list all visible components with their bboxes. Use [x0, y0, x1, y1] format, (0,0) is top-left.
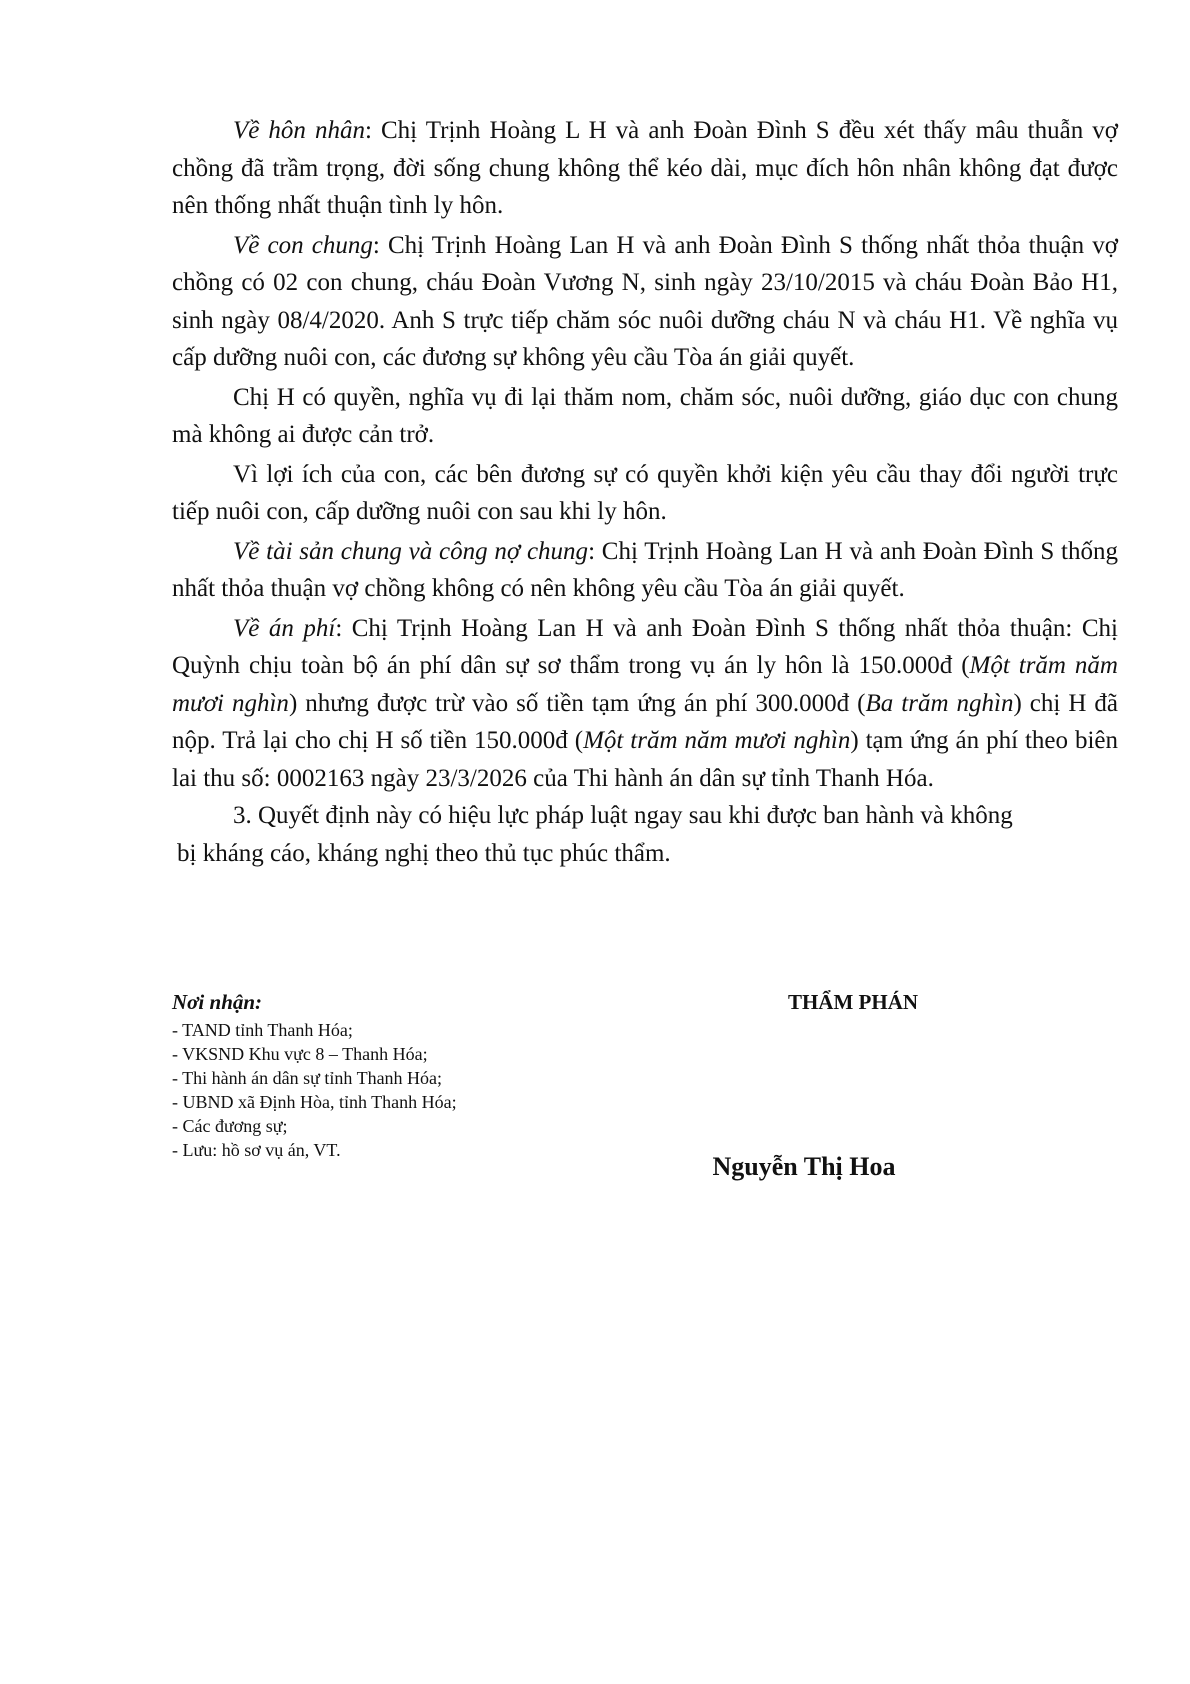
paragraph-fees — [172, 610, 1118, 798]
document-body — [172, 112, 1118, 872]
recipient-item: - TAND tỉnh Thanh Hóa; — [172, 1020, 353, 1040]
paragraph-change-custody — [172, 456, 1118, 531]
recipient-item: - Thi hành án dân sự tỉnh Thanh Hóa; — [172, 1068, 443, 1088]
signer-name: Nguyễn Thị Hoa — [712, 1152, 896, 1181]
property-heading: Về tài sản chung và công nợ chung — [233, 537, 589, 565]
recipient-item: - Lưu: hồ sơ vụ án, VT. — [172, 1140, 341, 1160]
fees-text-3: ) chị H đã nộp. Trả lại cho chị H số tiền 150.000đ ( — [172, 689, 1118, 754]
paragraph-children — [172, 227, 1118, 377]
signature-block — [712, 988, 1092, 1181]
clause-3-line-1: 3. Quyết định này có hiệu lực pháp luật ngay sau khi được ban hành và không — [233, 802, 1013, 829]
property-text: : Chị Trịnh Hoàng Lan H và anh Đoàn Đình S thống nhất thỏa thuận vợ chồng không có nên không yêu cầu Tòa án giải quyết. — [172, 537, 1118, 602]
paragraph-property — [172, 533, 1118, 608]
fees-amount-words-2: Ba trăm nghìn — [865, 689, 1014, 717]
marriage-text: : Chị Trịnh Hoàng L H và anh Đoàn Đình S đều xét thấy mâu thuẫn vợ chồng đã trầm trọng, đời sống chung không thể kéo dài, mục đích hôn nhân không đạt được nên thống nhất thuận tình ly hôn. — [172, 117, 1119, 219]
recipient-item: - VKSND Khu vực 8 – Thanh Hóa; — [172, 1044, 428, 1064]
children-heading: Về con chung — [233, 231, 373, 259]
paragraph-marriage — [172, 112, 1118, 225]
children-text: : Chị Trịnh Hoàng Lan H và anh Đoàn Đình S thống nhất thỏa thuận vợ chồng có 02 con chung, cháu Đoàn Vương N, sinh ngày 23/10/2015 và cháu Đoàn Bảo H1, sinh ngày 08/4/2020. Anh S trực tiếp chăm sóc nuôi dưỡng cháu N và cháu H1. Về nghĩa vụ cấp dưỡng nuôi con, các đương sự không yêu cầu Tòa án giải quyết. — [172, 231, 1118, 371]
recipients-list — [172, 1018, 652, 1162]
fees-text-1: : Chị Trịnh Hoàng Lan H và anh Đoàn Đình S thống nhất thỏa thuận: Chị Quỳnh chịu toàn bộ án phí dân sự sơ thẩm trong vụ án ly hôn là 150.000đ ( — [172, 614, 1118, 679]
recipient-item: - Các đương sự; — [172, 1116, 288, 1136]
fees-heading: Về án phí — [233, 614, 336, 642]
paragraph-clause-3 — [172, 797, 1118, 872]
fees-amount-words-1: Một trăm năm mươi nghìn — [172, 652, 1118, 717]
fees-text-4: ) tạm ứng án phí theo biên lai thu số: 0002163 ngày 23/3/2026 của Thi hành án dân sự tỉnh Thanh Hóa. — [172, 727, 1118, 792]
fees-amount-words-3: Một trăm năm mươi nghìn — [583, 727, 851, 754]
marriage-heading: Về hôn nhân — [233, 117, 365, 144]
clause-3-line-2: bị kháng cáo, kháng nghị theo thủ tục phúc thẩm. — [177, 839, 671, 867]
recipients-block — [172, 988, 652, 1162]
signer-title: THẨM PHÁN — [787, 990, 919, 1014]
fees-text-2: ) nhưng được trừ vào số tiền tạm ứng án phí 300.000đ ( — [288, 689, 866, 717]
recipients-heading: Nơi nhận: — [172, 990, 263, 1014]
change-custody-text: Vì lợi ích của con, các bên đương sự có quyền khởi kiện yêu cầu thay đổi người trực tiếp nuôi con, cấp dưỡng nuôi con sau khi ly hôn. — [172, 460, 1118, 525]
recipient-item: - UBND xã Định Hòa, tỉnh Thanh Hóa; — [172, 1092, 457, 1112]
visitation-text: Chị H có quyền, nghĩa vụ đi lại thăm nom, chăm sóc, nuôi dưỡng, giáo dục con chung mà không ai được cản trở. — [172, 383, 1118, 448]
paragraph-visitation — [172, 379, 1118, 454]
